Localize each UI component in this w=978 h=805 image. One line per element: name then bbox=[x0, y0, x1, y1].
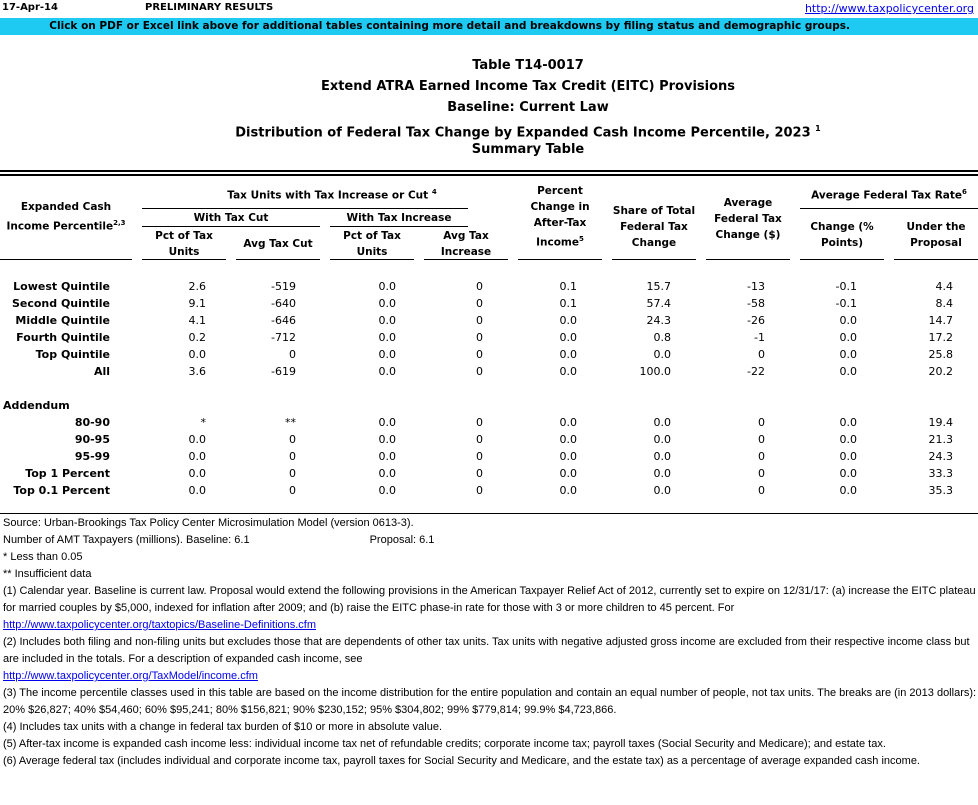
tpc-website-link[interactable]: http://www.taxpolicycenter.org bbox=[804, 2, 974, 15]
distribution-text: Distribution of Federal Tax Change by Expanded Cash Income Percentile, 2023 bbox=[235, 125, 811, 141]
cell-value: -22 bbox=[747, 365, 765, 378]
row-label: All bbox=[93, 365, 110, 378]
cell-value: 0 bbox=[476, 467, 483, 480]
cell-value: 0 bbox=[758, 484, 765, 497]
col-header-share-total: Share of Total Federal Tax Change bbox=[612, 205, 696, 249]
col-header-avg-increase: Avg Tax Increase bbox=[440, 230, 492, 258]
row-label: 90-95 bbox=[74, 433, 110, 446]
cell-value: 0 bbox=[476, 484, 483, 497]
table-row bbox=[0, 295, 953, 312]
spacer-row bbox=[0, 380, 953, 397]
divider bbox=[0, 259, 132, 260]
row-label: Fourth Quintile bbox=[16, 331, 110, 344]
row-label: Top 1 Percent bbox=[25, 467, 110, 480]
table-row bbox=[0, 312, 953, 329]
cell-value: 4.1 bbox=[188, 314, 206, 327]
cell-value: 0.0 bbox=[378, 433, 396, 446]
cell-value: 0.0 bbox=[839, 314, 857, 327]
cell-value: 0 bbox=[476, 297, 483, 310]
table-row bbox=[0, 465, 953, 482]
amt-note bbox=[3, 532, 978, 549]
divider bbox=[612, 259, 696, 260]
cell-value: 0.0 bbox=[653, 416, 671, 429]
table-row bbox=[0, 482, 953, 499]
cell-value: -58 bbox=[747, 297, 765, 310]
cell-value: 0 bbox=[289, 348, 296, 361]
divider bbox=[706, 259, 790, 260]
cell-value: 0.0 bbox=[839, 331, 857, 344]
table-row bbox=[0, 448, 953, 465]
cell-value: 0.0 bbox=[378, 314, 396, 327]
cell-value: 0.0 bbox=[188, 450, 206, 463]
cell-value: 3.6 bbox=[188, 365, 206, 378]
divider bbox=[424, 259, 508, 260]
footnote-6: (6) Average federal tax (includes individual and corporate income tax, payroll taxes for Social Security and Medicare, and the estate tax) as a percentage of average expanded cash income. bbox=[3, 755, 920, 767]
cell-value: 0.0 bbox=[653, 484, 671, 497]
cell-value: 0.0 bbox=[378, 467, 396, 480]
report-date: 17-Apr-14 bbox=[2, 2, 58, 13]
cell-value: 0.0 bbox=[839, 416, 857, 429]
cell-value: 0.0 bbox=[378, 297, 396, 310]
footnotes bbox=[3, 515, 978, 770]
summary-title: Summary Table bbox=[471, 142, 585, 157]
cell-value: 0.0 bbox=[839, 365, 857, 378]
source-note: Source: Urban-Brookings Tax Policy Center Microsimulation Model (version 0613-3). bbox=[3, 517, 414, 529]
cell-value: 9.1 bbox=[188, 297, 206, 310]
divider bbox=[236, 259, 320, 260]
col-group-with-increase: With Tax Increase bbox=[346, 212, 452, 224]
cell-value: 0.0 bbox=[839, 433, 857, 446]
cell-value: 0 bbox=[476, 348, 483, 361]
col-header-text: Percent Change in After-Tax Income bbox=[530, 185, 590, 249]
baseline-title: Baseline: Current Law bbox=[447, 100, 609, 115]
footnote-1: (1) Calendar year. Baseline is current law. Proposal would extend the following provisions in the American Taxpayer Relief Act of 2012, currently set to expire on 12/31/17: (a) increase the EITC plateau for married couples by $5,000, indexed for inflation after 2009; and (b) raise the EITC phase-in rate for those with 3 or more children to 45 percent. For bbox=[3, 585, 976, 614]
cell-value: 0 bbox=[476, 416, 483, 429]
cell-value: 0 bbox=[476, 450, 483, 463]
cell-value: 0.0 bbox=[378, 416, 396, 429]
cell-value: 0 bbox=[758, 450, 765, 463]
row-label: 95-99 bbox=[74, 450, 110, 463]
cell-value: 57.4 bbox=[646, 297, 671, 310]
cell-value: 0.0 bbox=[839, 348, 857, 361]
cell-value: 0 bbox=[758, 433, 765, 446]
divider bbox=[142, 208, 468, 209]
col-header-avg-cut: Avg Tax Cut bbox=[243, 238, 313, 250]
divider bbox=[894, 259, 978, 260]
cell-value: 2.6 bbox=[188, 280, 206, 293]
cell-value: -646 bbox=[271, 314, 296, 327]
cell-value: 0.0 bbox=[188, 348, 206, 361]
preliminary-label: PRELIMINARY RESULTS bbox=[145, 2, 274, 13]
col-header-pct-units-increase: Pct of Tax Units bbox=[343, 230, 401, 258]
footnote-ref: 6 bbox=[962, 188, 967, 196]
cell-value: 0.0 bbox=[378, 450, 396, 463]
col-header-percentile bbox=[0, 199, 132, 235]
cell-value: 0.0 bbox=[559, 416, 577, 429]
divider bbox=[518, 259, 602, 260]
cell-value: 0 bbox=[289, 450, 296, 463]
top-bar bbox=[0, 0, 978, 16]
cell-value: 4.4 bbox=[935, 280, 953, 293]
row-label: Lowest Quintile bbox=[13, 280, 110, 293]
table-row bbox=[0, 278, 953, 295]
col-header-rate-change: Change (% Points) bbox=[810, 221, 874, 249]
cell-value: 0.0 bbox=[839, 467, 857, 480]
cell-value: 0.0 bbox=[188, 484, 206, 497]
cell-value: 8.4 bbox=[935, 297, 953, 310]
footnote-5: (5) After-tax income is expanded cash income less: individual income tax net of refundable credits; corporate income tax; payroll taxes (Social Security and Medicare); and estate tax. bbox=[3, 738, 886, 750]
cell-value: -26 bbox=[747, 314, 765, 327]
cell-value: 0.1 bbox=[559, 280, 577, 293]
cell-value: 0.0 bbox=[188, 433, 206, 446]
cell-value: 0.0 bbox=[559, 365, 577, 378]
row-label: 80-90 bbox=[74, 416, 110, 429]
divider bbox=[330, 259, 414, 260]
divider bbox=[330, 226, 468, 227]
cell-value: 0.2 bbox=[188, 331, 206, 344]
cell-value: 0.0 bbox=[378, 280, 396, 293]
table-row bbox=[0, 346, 953, 363]
cell-value: 0.0 bbox=[378, 348, 396, 361]
divider bbox=[142, 226, 320, 227]
row-label: Top Quintile bbox=[35, 348, 110, 361]
row-label: Second Quintile bbox=[11, 297, 110, 310]
table-titles bbox=[0, 55, 978, 160]
table-row bbox=[0, 363, 953, 380]
cell-value: 25.8 bbox=[928, 348, 953, 361]
cell-value: -640 bbox=[271, 297, 296, 310]
cell-value: 0.0 bbox=[378, 365, 396, 378]
cell-value: -13 bbox=[747, 280, 765, 293]
cell-value: 0.0 bbox=[559, 331, 577, 344]
table-id: Table T14-0017 bbox=[472, 58, 584, 73]
cell-value: 0 bbox=[758, 348, 765, 361]
cell-value: 0 bbox=[476, 314, 483, 327]
col-header-pct-change-aftertax bbox=[518, 183, 602, 251]
footnote-ref: 5 bbox=[579, 235, 584, 243]
table-row bbox=[0, 431, 953, 448]
cell-value: -519 bbox=[271, 280, 296, 293]
cell-value: 0 bbox=[476, 280, 483, 293]
cell-value: -0.1 bbox=[835, 297, 857, 310]
cell-value: * bbox=[200, 416, 206, 429]
cell-value: 0.0 bbox=[559, 433, 577, 446]
row-label: Top 0.1 Percent bbox=[13, 484, 110, 497]
cell-value: 0 bbox=[758, 416, 765, 429]
footnote-ref: 2,3 bbox=[113, 219, 126, 227]
col-header-text: Average Federal Tax Rate bbox=[811, 189, 963, 202]
cell-value: 0.0 bbox=[653, 450, 671, 463]
addendum-row bbox=[0, 397, 953, 414]
col-group-tax-units bbox=[142, 184, 522, 204]
table-row bbox=[0, 414, 953, 431]
cell-value: 14.7 bbox=[928, 314, 953, 327]
addendum-label: Addendum bbox=[3, 399, 70, 412]
cell-value: 0.0 bbox=[559, 314, 577, 327]
col-header-avg-change: Average Federal Tax Change ($) bbox=[714, 197, 782, 241]
divider bbox=[800, 208, 978, 209]
cell-value: 0.0 bbox=[559, 348, 577, 361]
cell-value: 20.2 bbox=[928, 365, 953, 378]
divider bbox=[0, 170, 978, 172]
cell-value: 0.0 bbox=[653, 433, 671, 446]
footnote-2: (2) Includes both filing and non-filing units but excludes those that are dependents of other tax units. Tax units with negative adjusted gross income are excluded from their respective income class but are included in the totals. For a description of expanded cash income, see bbox=[3, 636, 970, 665]
baseline-definitions-link[interactable]: http://www.taxpolicycenter.org/taxtopics/Baseline-Definitions.cfm bbox=[3, 619, 317, 631]
cell-value: -1 bbox=[754, 331, 765, 344]
table-title: Extend ATRA Earned Income Tax Credit (EITC) Provisions bbox=[320, 79, 736, 94]
cell-value: 19.4 bbox=[928, 416, 953, 429]
divider bbox=[800, 259, 884, 260]
cell-value: 0.0 bbox=[559, 467, 577, 480]
table-row bbox=[0, 329, 953, 346]
footnote-4: (4) Includes tax units with a change in federal tax burden of $10 or more in absolute value. bbox=[3, 721, 443, 733]
data-table bbox=[0, 278, 953, 499]
col-group-avg-rate bbox=[800, 184, 978, 204]
col-header-pct-units-cut: Pct of Tax Units bbox=[155, 230, 213, 258]
cell-value: 0 bbox=[476, 331, 483, 344]
divider bbox=[0, 513, 978, 514]
cell-value: -712 bbox=[271, 331, 296, 344]
cell-value: 0.0 bbox=[839, 484, 857, 497]
row-label: Middle Quintile bbox=[15, 314, 110, 327]
cell-value: 0 bbox=[758, 467, 765, 480]
cell-value: 0.1 bbox=[559, 297, 577, 310]
info-banner: Click on PDF or Excel link above for additional tables containing more detail and breakdowns by filing status and demographic groups. bbox=[0, 18, 978, 35]
cell-value: -619 bbox=[271, 365, 296, 378]
income-definition-link[interactable]: http://www.taxpolicycenter.org/TaxModel/income.cfm bbox=[3, 670, 258, 682]
col-header-text: Tax Units with Tax Increase or Cut bbox=[227, 189, 429, 202]
cell-value: ** bbox=[285, 416, 296, 429]
cell-value: 21.3 bbox=[928, 433, 953, 446]
cell-value: -0.1 bbox=[835, 280, 857, 293]
cell-value: 15.7 bbox=[646, 280, 671, 293]
cell-value: 24.3 bbox=[646, 314, 671, 327]
double-star-note: ** Insufficient data bbox=[3, 568, 92, 580]
col-header-rate-under: Under the Proposal bbox=[906, 221, 966, 249]
footnote-3: (3) The income percentile classes used in this table are based on the income distribution for the entire population and contain an equal number of people, not tax units. The breaks are (in 2013 dollars): 20% $26,827; 40% $54,460; 60% $95,241; 80% $156,821; 90% $230,152; 95% $304,802; 99% $779,814; 99.9% $4,723,866. bbox=[3, 687, 977, 716]
cell-value: 0 bbox=[289, 433, 296, 446]
distribution-title bbox=[0, 118, 978, 139]
divider bbox=[0, 174, 978, 176]
cell-value: 0 bbox=[476, 365, 483, 378]
cell-value: 0 bbox=[289, 467, 296, 480]
cell-value: 0.0 bbox=[378, 331, 396, 344]
cell-value: 33.3 bbox=[928, 467, 953, 480]
cell-value: 0.0 bbox=[839, 450, 857, 463]
cell-value: 24.3 bbox=[928, 450, 953, 463]
col-group-with-cut: With Tax Cut bbox=[193, 212, 269, 224]
cell-value: 0.0 bbox=[188, 467, 206, 480]
cell-value: 0.8 bbox=[653, 331, 671, 344]
amt-baseline: Number of AMT Taxpayers (millions). Baseline: 6.1 bbox=[3, 534, 250, 546]
footnote-ref: 4 bbox=[431, 188, 437, 196]
cell-value: 17.2 bbox=[928, 331, 953, 344]
cell-value: 35.3 bbox=[928, 484, 953, 497]
star-note: * Less than 0.05 bbox=[3, 551, 83, 563]
cell-value: 0.0 bbox=[559, 450, 577, 463]
amt-proposal: Proposal: 6.1 bbox=[369, 534, 435, 546]
cell-value: 100.0 bbox=[639, 365, 671, 378]
cell-value: 0.0 bbox=[653, 467, 671, 480]
cell-value: 0 bbox=[476, 433, 483, 446]
cell-value: 0 bbox=[289, 484, 296, 497]
cell-value: 0.0 bbox=[653, 348, 671, 361]
col-header-text: Expanded Cash Income Percentile bbox=[6, 201, 114, 233]
divider bbox=[142, 259, 226, 260]
footnote-ref: 1 bbox=[815, 124, 821, 133]
cell-value: 0.0 bbox=[378, 484, 396, 497]
cell-value: 0.0 bbox=[559, 484, 577, 497]
